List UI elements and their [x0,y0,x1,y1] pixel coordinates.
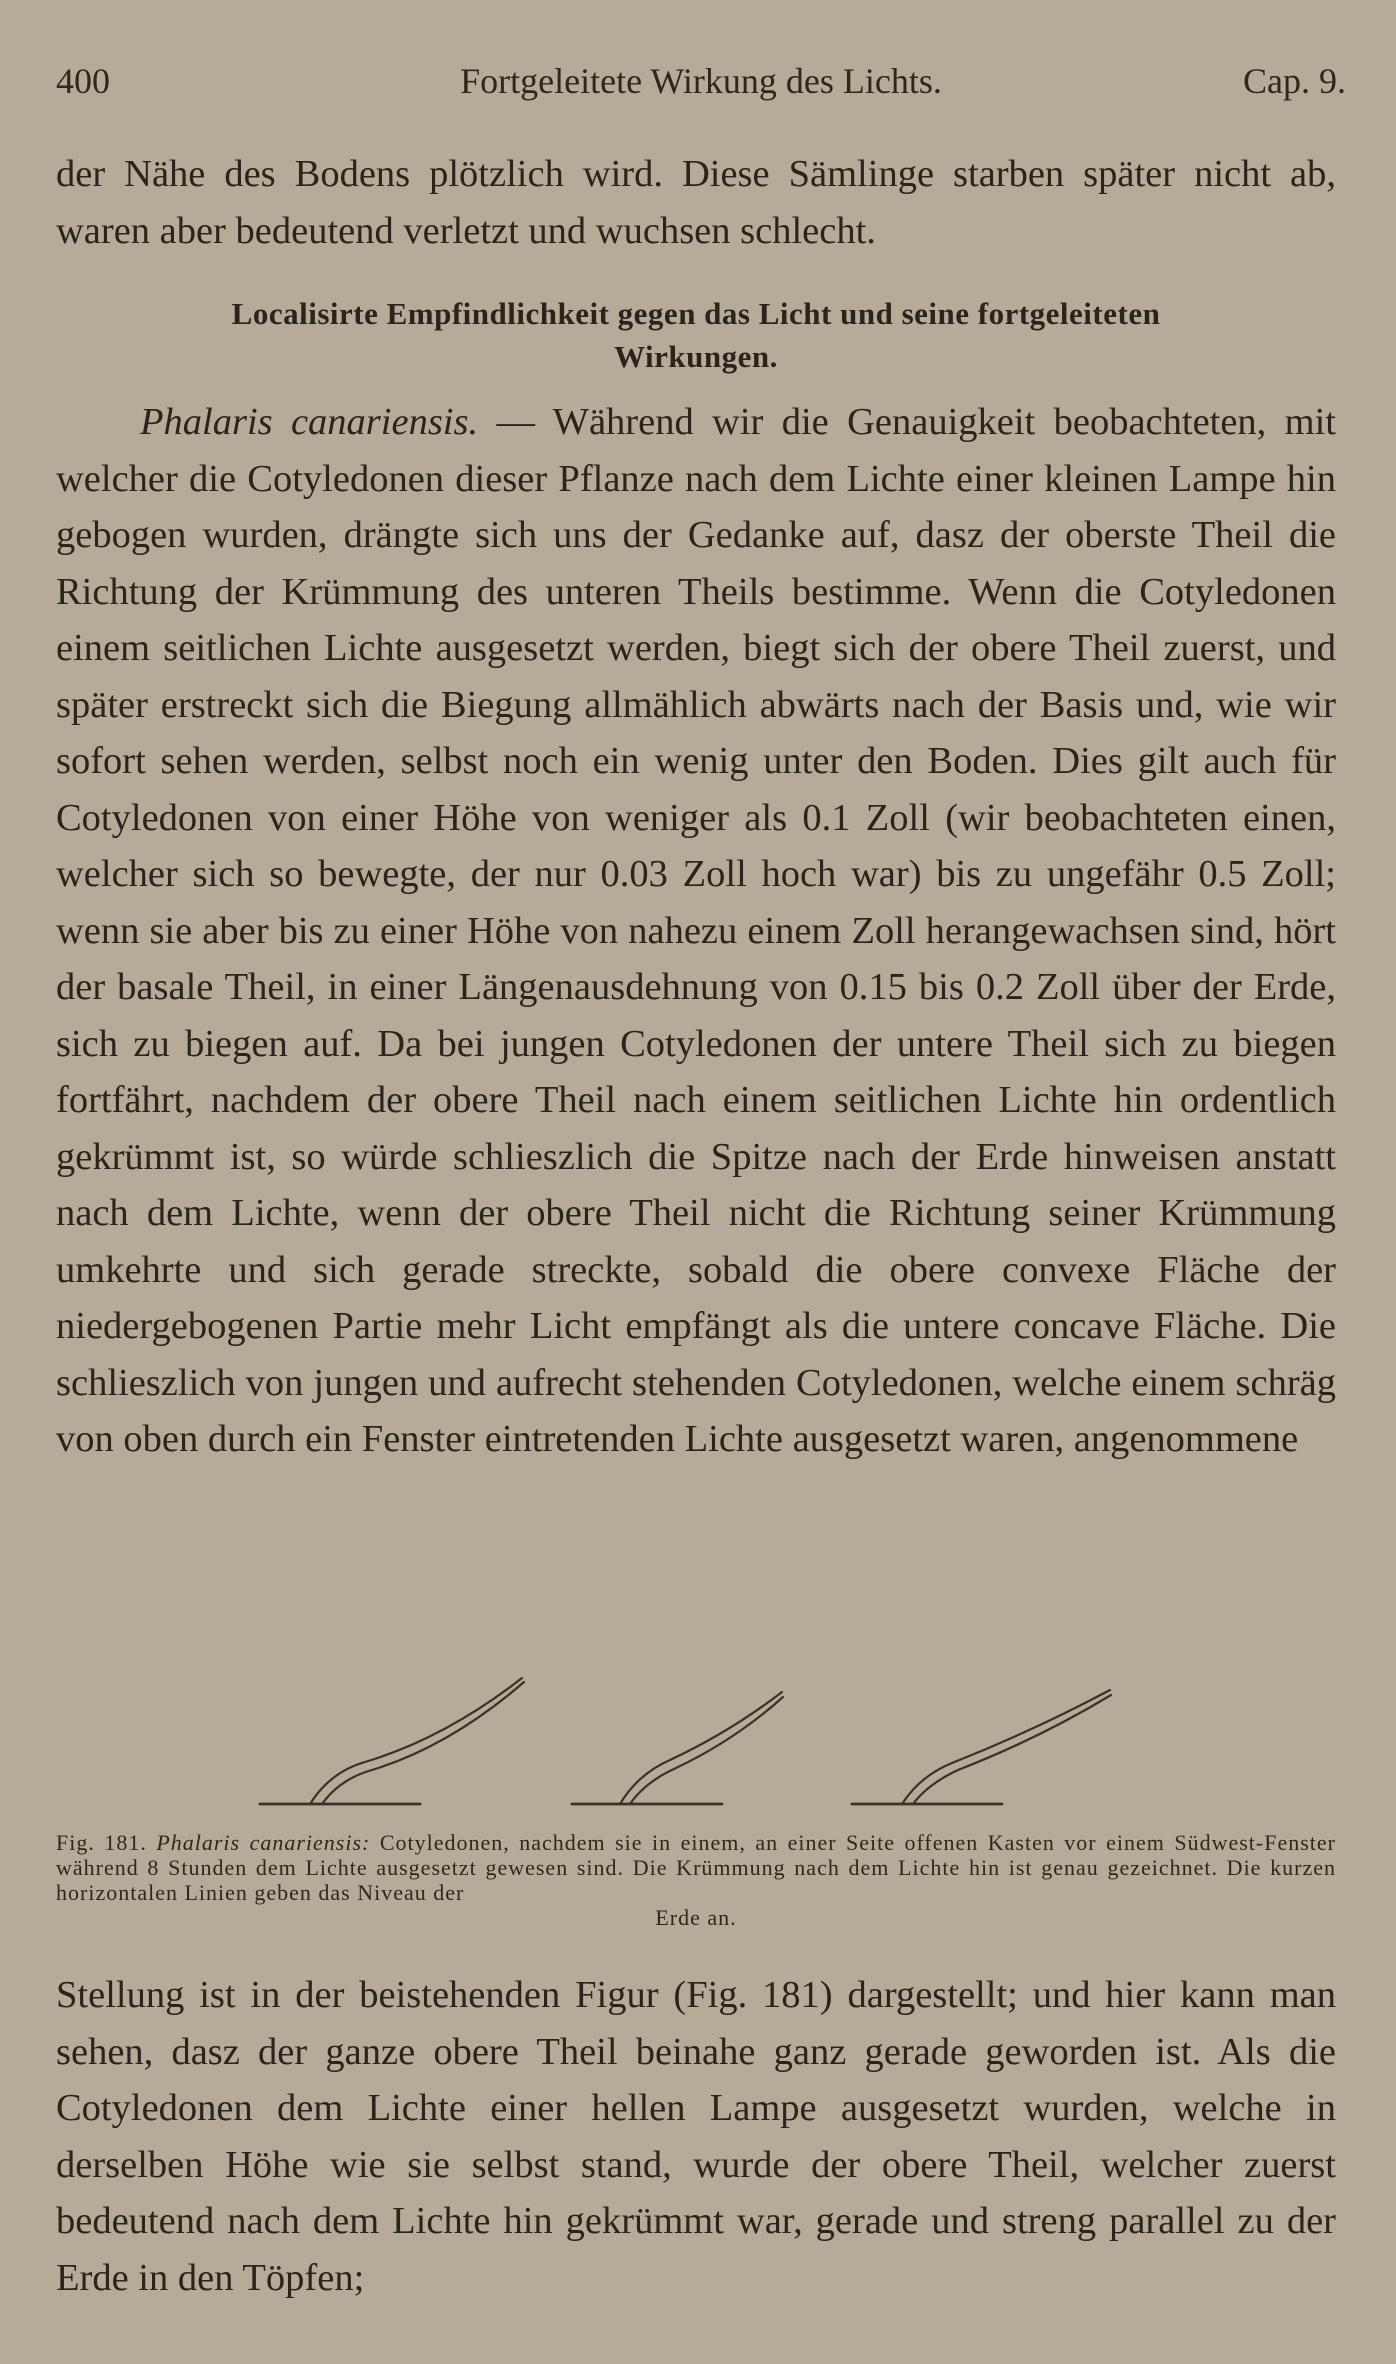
cotyledon-drawing-3 [852,1690,1111,1804]
section-heading-line-2: Wirkungen. [614,339,778,374]
paragraph-bottom-text: Stellung ist in der beistehenden Figur (Fig. 181) dargestellt; und hier kann man sehen, dasz der ganze obere Theil beinahe ganz gerade geworden ist. Als die Cotyledonen dem Lichte einer hellen Lampe ausgesetzt wurden, welche in derselben Höhe wie sie selbst stand, wurde der obere Theil, welcher zuerst bedeutend nach dem Lichte hin gekrümmt war, gerade und streng parallel zu der Erde in den Töpfen; [56,1974,1336,2299]
paragraph-top-text: der Nähe des Bodens plötzlich wird. Diese Sämlinge starben später nicht ab, waren aber bedeutend verletzt und wuchsen schlecht. [56,153,1336,252]
figure-caption-last-line: Erde an. [655,1905,737,1930]
cotyledon-drawing-2 [572,1692,783,1804]
figure-caption-text: Cotyledonen, nachdem sie in einem, an einer Seite offenen Kasten vor einem Südwest-Fenster während 8 Stunden dem Lichte ausgesetzt gewesen sind. Die Krümmung nach dem Lichte hin ist genau gezeichnet. Die kurzen horizontalen Linien geben das Niveau der [56,1830,1336,1905]
figure-species: Phalaris canariensis: [156,1830,371,1855]
figure-181-illustration [230,1664,1130,1824]
paragraph-continued [56,146,1336,259]
figure-caption [56,1830,1336,1930]
paragraph-main-body: — Während wir die Genauigkeit beobachteten, mit welcher die Cotyledonen dieser Pflanze nach dem Lichte einer kleinen Lampe hin gebogen wurden, drängte sich uns der Gedanke auf, dasz der oberste Theil die Richtung der Krümmung des unteren Theils bestimme. Wenn die Cotyledonen einem seitlichen Lichte ausgesetzt werden, biegt sich der obere Theil zuerst, und später erstreckt sich die Biegung allmählich abwärts nach der Basis und, wie wir sofort sehen werden, selbst noch ein wenig unter den Boden. Dies gilt auch für Cotyledonen von einer Höhe von weniger als 0.1 Zoll (wir beobachteten einen, welcher sich so bewegte, der nur 0.03 Zoll hoch war) bis zu ungefähr 0.5 Zoll; wenn sie aber bis zu einer Höhe von nahezu einem Zoll herangewachsen sind, hört der basale Theil, in einer Längenausdehnung von 0.15 bis 0.2 Zoll über der Erde, sich zu biegen auf. Da bei jungen Cotyledonen der untere Theil sich zu biegen fortfährt, nachdem der obere Theil nach einem seitlichen Lichte hin ordentlich gekrümmt ist, so würde schlieszlich die Spitze nach der Erde hinweisen anstatt nach dem Lichte, wenn der obere Theil nicht die Richtung seiner Krümmung umkehrte und sich gerade streckte, sobald die obere convexe Fläche der niedergebogenen Partie mehr Licht empfängt als die untere concave Fläche. Die schlieszlich von jungen und aufrecht stehenden Cotyledonen, welche einem schräg von oben durch ein Fenster eintretenden Lichte ausgesetzt waren, angenommene [56,401,1336,1460]
figure-label: Fig. 181. [56,1830,147,1855]
running-header [56,60,1346,110]
paragraph-phalaris [56,394,1336,1468]
cotyledon-drawing-1 [260,1678,524,1804]
paragraph-main-text [56,394,1336,1468]
running-title: Fortgeleitete Wirkung des Lichts. [460,61,942,101]
paragraph-stellung [56,1967,1336,2306]
section-heading-line-1: Localisirte Empfindlichkeit gegen das Licht und seine fortgeleiteten [231,296,1161,331]
section-heading [56,292,1336,378]
species-name: Phalaris canariensis. [140,401,479,443]
page-number: 400 [56,61,110,101]
chapter-label: Cap. 9. [1243,61,1346,101]
